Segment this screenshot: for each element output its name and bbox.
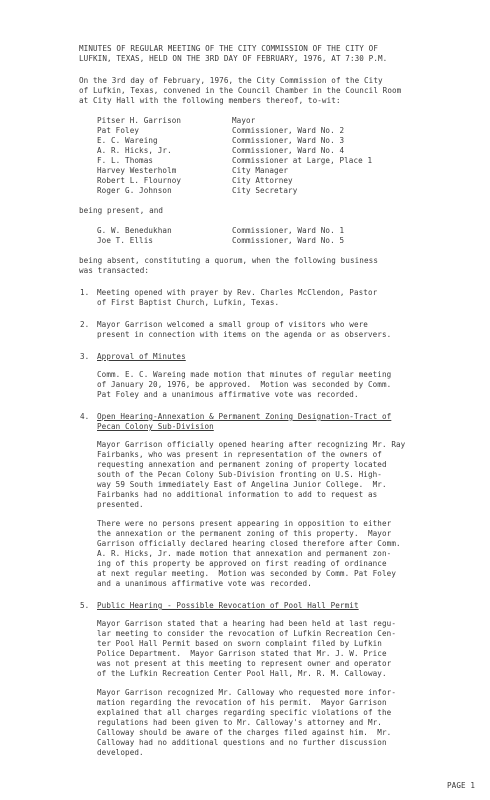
member-title: City Secretary [232, 186, 298, 195]
member-title: City Manager [232, 166, 289, 175]
item-text: way 59 South immediately East of Angelina Junior College. Mr. [97, 480, 387, 489]
item-text: Mayor Garrison welcomed a small group of visitors who were [97, 320, 368, 329]
item-heading: Public Hearing - Possible Revocation of Pool Hall Permit [97, 601, 359, 610]
page-number: PAGE 1 [447, 781, 476, 790]
quorum-line: was transacted: [79, 266, 150, 275]
member-name: Joe T. Ellis [97, 236, 154, 245]
item-text: Police Department. Mayor Garrison stated that Mr. J. W. Price [97, 649, 387, 658]
item-text: regulations had been given to Mr. Calloway's attorney and Mr. [97, 718, 382, 727]
member-title: Commissioner, Ward No. 3 [232, 136, 345, 145]
item-text: lar meeting to consider the revocation of Lufkin Recreation Cen- [97, 629, 396, 638]
item-number: 4. [80, 412, 90, 421]
item-text: of January 20, 1976, be approved. Motion was seconded by Comm. [97, 380, 392, 389]
item-text: Fairbanks had no additional information to add to request as [97, 490, 378, 499]
member-name: Pitser H. Garrison [97, 116, 182, 125]
member-title: City Attorney [232, 176, 293, 185]
item-text: Comm. E. C. Wareing made motion that minutes of regular meeting [97, 370, 392, 379]
item-heading: Pecan Colony Sub-Division [97, 422, 214, 431]
item-text: of the Lufkin Recreation Center Pool Hall, Mr. R. M. Calloway. [97, 669, 387, 678]
member-name: Pat Foley [97, 126, 140, 135]
item-text: Garrison officially declared hearing closed therefore after Comm. [97, 539, 401, 548]
item-number: 1. [80, 288, 90, 297]
item-text: Calloway should be aware of the charges filed against him. Mr. [97, 728, 392, 737]
item-number: 2. [80, 320, 90, 329]
item-text: ter Pool Hall Permit based on sworn complaint filed by Lufkin [97, 639, 382, 648]
intro-line: at City Hall with the following members thereof, to-wit: [79, 96, 341, 105]
item-text: requesting annexation and permanent zoning of property located [97, 460, 387, 469]
item-text: Meeting opened with prayer by Rev. Charles McClendon, Pastor [97, 288, 378, 297]
item-number: 3. [80, 352, 90, 361]
member-name: F. L. Thomas [97, 156, 154, 165]
member-title: Mayor [232, 116, 256, 125]
item-text: There were no persons present appearing in opposition to either [97, 519, 392, 528]
item-heading: Approval of Minutes [97, 352, 186, 361]
item-text: ing of this property be approved on first reading of ordinance [97, 559, 387, 568]
item-text: present in connection with items on the agenda or as observers. [97, 330, 392, 339]
item-text: the annexation or the permanent zoning of this property. Mayor [97, 529, 392, 538]
item-text: Calloway had no additional questions and no further discussion [97, 738, 387, 747]
member-title: Commissioner, Ward No. 4 [232, 146, 345, 155]
member-name: G. W. Benedukhan [97, 226, 172, 235]
member-name: E. C. Wareing [97, 136, 158, 145]
item-text: Pat Foley and a unanimous affirmative vote was recorded. [97, 390, 359, 399]
item-text: developed. [97, 748, 144, 757]
item-text: explained that all charges regarding specific violations of the [97, 708, 392, 717]
item-text: A. R. Hicks, Jr. made motion that annexation and permanent zon- [97, 549, 392, 558]
item-text: south of the Pecan Colony Sub-Division fronting on U.S. High- [97, 470, 382, 479]
item-number: 5. [80, 601, 90, 610]
member-title: Commissioner, Ward No. 1 [232, 226, 345, 235]
absent-intro: being present, and [79, 206, 164, 215]
item-text: was not present at this meeting to represent owner and operator [97, 659, 392, 668]
member-name: Robert L. Flournoy [97, 176, 182, 185]
item-text: of First Baptist Church, Lufkin, Texas. [97, 298, 280, 307]
item-text: Mayor Garrison stated that a hearing had been held at last regu- [97, 619, 396, 628]
intro-line: On the 3rd day of February, 1976, the City Commission of the City [79, 76, 383, 85]
header-line: LUFKIN, TEXAS, HELD ON THE 3RD DAY OF FEBRUARY, 1976, AT 7:30 P.M. [79, 54, 388, 63]
item-heading: Open Hearing-Annexation & Permanent Zoning Designation-Tract of [97, 412, 392, 421]
header-line: MINUTES OF REGULAR MEETING OF THE CITY COMMISSION OF THE CITY OF [79, 44, 378, 53]
quorum-line: being absent, constituting a quorum, when the following business [79, 256, 378, 265]
member-title: Commissioner, Ward No. 5 [232, 236, 345, 245]
member-name: A. R. Hicks, Jr. [97, 146, 172, 155]
member-name: Roger G. Johnson [97, 186, 172, 195]
item-text: Mayor Garrison recognized Mr. Calloway who requested more infor- [97, 688, 396, 697]
intro-line: of Lufkin, Texas, convened in the Council Chamber in the Council Room [79, 86, 402, 95]
member-title: Commissioner, Ward No. 2 [232, 126, 345, 135]
member-title: Commissioner at Large, Place 1 [232, 156, 373, 165]
member-name: Harvey Westerholm [97, 166, 177, 175]
item-text: Mayor Garrison officially opened hearing after recognizing Mr. Ray [97, 440, 406, 449]
item-text: mation regarding the revocation of his permit. Mayor Garrison [97, 698, 387, 707]
item-text: at next regular meeting. Motion was seconded by Comm. Pat Foley [97, 569, 396, 578]
item-text: Fairbanks, who was present in representation of the owners of [97, 450, 382, 459]
item-text: and a unanimous affirmative vote was recorded. [97, 579, 312, 588]
item-text: presented. [97, 500, 144, 509]
